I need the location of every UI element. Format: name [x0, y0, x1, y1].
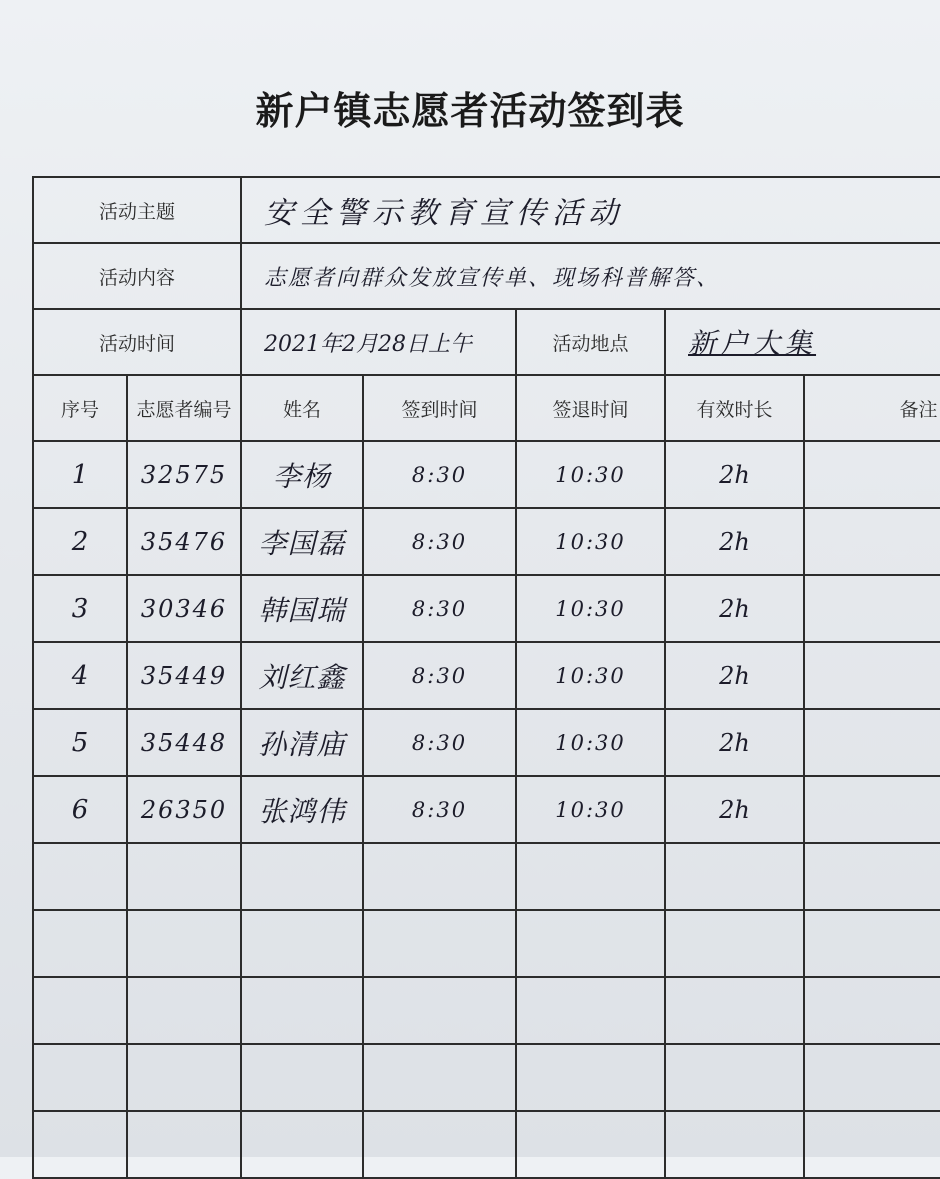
volunteer-name: 李杨: [273, 459, 332, 493]
volunteer-id: 32575: [140, 460, 228, 489]
sign-out-time-cell: [516, 441, 665, 508]
sign-in-time: 8:30: [411, 596, 468, 621]
time-value: [241, 309, 516, 375]
time-place-row: [33, 309, 940, 375]
place-value-text: 新户大集: [688, 327, 817, 360]
sign-out-time-cell: [516, 709, 665, 776]
row-number: 6: [71, 794, 89, 825]
volunteer-name-cell: [241, 508, 363, 575]
sign-out-time: 10:30: [555, 462, 626, 487]
volunteer-name-cell: [241, 441, 363, 508]
place-value: [665, 309, 940, 375]
volunteer-name: 刘红鑫: [258, 660, 346, 694]
sign-in-time-cell: [363, 910, 516, 977]
sign-in-time: 8:30: [411, 797, 468, 822]
duration-cell: [665, 910, 804, 977]
time-value-text: 2021年2月28日上午: [264, 331, 472, 357]
row-number: 2: [71, 526, 89, 557]
sign-in-time-cell: [363, 977, 516, 1044]
sign-in-time-cell: [363, 575, 516, 642]
header-sign-in-time: 签到时间: [363, 375, 516, 441]
sign-out-time: 10:30: [555, 797, 626, 822]
sign-out-time-cell: [516, 508, 665, 575]
sign-out-time: 10:30: [555, 529, 626, 554]
sign-out-time-cell: [516, 776, 665, 843]
volunteer-id-cell: [127, 709, 241, 776]
sign-in-time-cell: [363, 709, 516, 776]
sign-in-time-cell: [363, 642, 516, 709]
header-no: 序号: [33, 375, 127, 441]
duration: 2h: [719, 460, 750, 489]
duration-cell: [665, 642, 804, 709]
volunteer-name-cell: [241, 843, 363, 910]
content-value: [241, 243, 940, 309]
row-number-cell: [33, 843, 127, 910]
sign-in-time: 8:30: [411, 462, 468, 487]
volunteer-id-cell: [127, 642, 241, 709]
note-cell: [804, 843, 940, 910]
volunteer-id: 26350: [140, 795, 228, 824]
volunteer-name-cell: [241, 575, 363, 642]
row-number-cell: [33, 441, 127, 508]
duration: 2h: [719, 728, 750, 757]
table-row: [33, 709, 940, 776]
volunteer-name: 张鸿伟: [258, 794, 346, 828]
table-row: [33, 776, 940, 843]
sign-in-time: 8:30: [411, 529, 468, 554]
time-label: 活动时间: [33, 309, 241, 375]
row-number: 3: [71, 593, 89, 624]
content-value-text: 志愿者向群众发放宣传单、现场科普解答、: [264, 265, 721, 291]
sign-out-time: 10:30: [555, 663, 626, 688]
form-title: 新户镇志愿者活动签到表: [255, 88, 685, 133]
duration-cell: [665, 441, 804, 508]
theme-value-text: 安全警示教育宣传活动: [264, 196, 625, 231]
row-number: 5: [71, 727, 89, 758]
row-number-cell: [33, 910, 127, 977]
header-duration: 有效时长: [665, 375, 804, 441]
sign-in-time-cell: [363, 776, 516, 843]
note-cell: [804, 441, 940, 508]
header-volunteer-id: 志愿者编号: [127, 375, 241, 441]
note-cell: [804, 910, 940, 977]
table-row: [33, 508, 940, 575]
theme-value: [241, 177, 940, 243]
volunteer-name-cell: [241, 1111, 363, 1178]
volunteer-id-cell: [127, 910, 241, 977]
row-number-cell: [33, 709, 127, 776]
sign-in-time: 8:30: [411, 663, 468, 688]
duration-cell: [665, 1044, 804, 1111]
content-label: 活动内容: [33, 243, 241, 309]
volunteer-name-cell: [241, 977, 363, 1044]
table-row: [33, 910, 940, 977]
header-name: 姓名: [241, 375, 363, 441]
note-cell: [804, 642, 940, 709]
volunteer-name-cell: [241, 709, 363, 776]
sign-in-time-cell: [363, 843, 516, 910]
note-cell: [804, 1111, 940, 1178]
sign-out-time-cell: [516, 1044, 665, 1111]
sign-out-time-cell: [516, 575, 665, 642]
sign-out-time-cell: [516, 843, 665, 910]
volunteer-id-cell: [127, 441, 241, 508]
sign-out-time-cell: [516, 977, 665, 1044]
sign-out-time: 10:30: [555, 730, 626, 755]
table-row: [33, 1111, 940, 1178]
table-row: [33, 575, 940, 642]
note-cell: [804, 776, 940, 843]
volunteer-name-cell: [241, 642, 363, 709]
volunteer-name: 孙清庙: [258, 727, 346, 761]
duration: 2h: [719, 594, 750, 623]
sign-out-time-cell: [516, 1111, 665, 1178]
row-number: 1: [71, 459, 89, 490]
duration-cell: [665, 1111, 804, 1178]
sign-out-time-cell: [516, 642, 665, 709]
header-row: [33, 375, 940, 441]
duration: 2h: [719, 527, 750, 556]
theme-row: [33, 177, 940, 243]
duration-cell: [665, 709, 804, 776]
place-label: 活动地点: [516, 309, 665, 375]
header-note: 备注: [804, 375, 940, 441]
row-number-cell: [33, 1044, 127, 1111]
row-number-cell: [33, 1111, 127, 1178]
volunteer-name: 韩国瑞: [258, 593, 346, 627]
duration-cell: [665, 575, 804, 642]
sign-out-time-cell: [516, 910, 665, 977]
volunteer-name-cell: [241, 776, 363, 843]
sign-in-time-cell: [363, 441, 516, 508]
volunteer-name-cell: [241, 1044, 363, 1111]
sign-in-time-cell: [363, 1044, 516, 1111]
theme-label: 活动主题: [33, 177, 241, 243]
volunteer-id: 35448: [140, 728, 228, 757]
note-cell: [804, 575, 940, 642]
sign-in-time-cell: [363, 1111, 516, 1178]
row-number: 4: [71, 660, 89, 691]
duration-cell: [665, 508, 804, 575]
row-number-cell: [33, 508, 127, 575]
duration-cell: [665, 776, 804, 843]
sign-in-time: 8:30: [411, 730, 468, 755]
duration-cell: [665, 977, 804, 1044]
row-number-cell: [33, 977, 127, 1044]
table-row: [33, 441, 940, 508]
volunteer-id-cell: [127, 575, 241, 642]
row-number-cell: [33, 575, 127, 642]
sign-in-time-cell: [363, 508, 516, 575]
volunteer-name: 李国磊: [258, 526, 346, 560]
sign-out-time: 10:30: [555, 596, 626, 621]
volunteer-id: 35449: [140, 661, 228, 690]
sign-in-table: [32, 176, 940, 1179]
volunteer-id-cell: [127, 1044, 241, 1111]
table-row: [33, 642, 940, 709]
table-row: [33, 843, 940, 910]
volunteer-id: 30346: [140, 594, 228, 623]
note-cell: [804, 977, 940, 1044]
volunteer-id-cell: [127, 508, 241, 575]
note-cell: [804, 508, 940, 575]
volunteer-id-cell: [127, 977, 241, 1044]
note-cell: [804, 1044, 940, 1111]
volunteer-id-cell: [127, 843, 241, 910]
header-sign-out-time: 签退时间: [516, 375, 665, 441]
volunteer-id-cell: [127, 1111, 241, 1178]
row-number-cell: [33, 776, 127, 843]
volunteer-id-cell: [127, 776, 241, 843]
duration: 2h: [719, 661, 750, 690]
row-number-cell: [33, 642, 127, 709]
volunteer-name-cell: [241, 910, 363, 977]
duration: 2h: [719, 795, 750, 824]
volunteer-id: 35476: [140, 527, 228, 556]
duration-cell: [665, 843, 804, 910]
table-row: [33, 1044, 940, 1111]
content-row: [33, 243, 940, 309]
note-cell: [804, 709, 940, 776]
table-row: [33, 977, 940, 1044]
